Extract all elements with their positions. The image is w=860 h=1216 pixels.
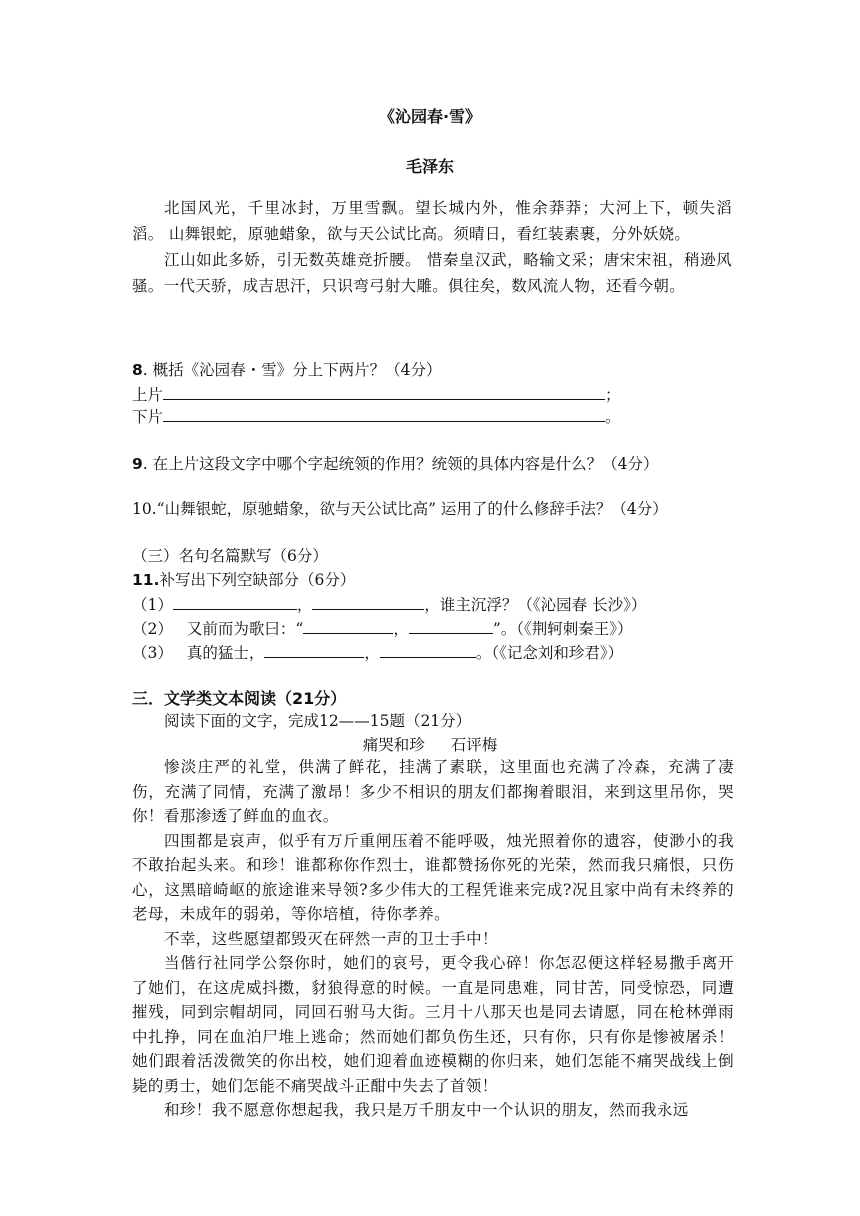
article-paragraph: 当偕行社同学公祭你时，她们的哀号，更令我心碎！你怎忍便这样轻易撒手离开了她们，在这虎威抖擞，豺狼得意的时候。一直是同患难，同甘苦，同受惊恐，同遭摧残，同到宗帽胡同，同回石驸马大街。三月十八那天也是同去请愿，同在枪林弹雨中扎挣，同在血泊尸堆上逃命；然而她们都负伤生还，只有你，只有你是惨被屠杀！她们跟着活泼微笑的你出校，她们迎着血迹模糊的你归来，她们怎能不痛哭战线上倒毙的勇士，她们怎能不痛哭战斗正酣中失去了首领！ [132,954,734,1095]
part3-heading: （三）名句名篇默写（6分） [132,547,328,565]
fill-item-1 [132,593,646,616]
question-11 [132,569,355,591]
poem-title: 《沁园春·雪》 [378,107,482,126]
question-number: 8 [132,361,143,379]
poem-body [132,195,732,299]
article-body [132,755,734,1123]
item-number: （1） [132,596,173,614]
article-title: 痛哭和珍 [362,736,425,754]
poem-author: 毛泽东 [405,157,454,176]
question-text: . 概括《沁园春・雪》分上下两片？（4分） [142,361,442,379]
poem-paragraph: 江山如此多娇，引无数英雄竞折腰。 惜秦皇汉武，略输文采；唐宋宋祖，稍逊风骚。一代天骄，成吉思汗，只识弯弓射大雕。俱往矣，数风流人物，还看今朝。 [132,251,732,295]
article-author: 石评梅 [450,736,498,754]
article-byline [0,733,860,755]
answer-label: 下片 [132,408,164,426]
question-10: 10.“山舞银蛇，原驰蜡象，欲与天公试比高” 运用了的什么修辞手法？（4分） [132,500,668,518]
article-paragraph: 不幸，这些愿望都毁灭在砰然一声的卫士手中！ [164,929,498,948]
question-8 [132,359,442,381]
item-separator: ， [364,644,380,662]
fill-item-3 [132,641,623,664]
answer-end: ； [605,386,621,404]
answer-line-lower [132,405,621,428]
item-tail: ”。（《荆轲刺秦王》） [492,620,633,638]
question-9 [132,453,659,475]
fill-blank[interactable] [380,641,476,658]
question-text: 补写出下列空缺部分（6分） [159,571,356,589]
item-tail: 。（《记念刘和珍君》） [475,644,624,662]
answer-line-upper [132,383,621,406]
section3-heading: 三．文学类文本阅读（21分） [132,689,347,708]
poem-paragraph: 北国风光，千里冰封，万里雪飘。望长城内外，惟余莽莽；大河上下，顿失滔滔。 山舞银蛇，原驰蜡象，欲与天公试比高。须晴日，看红装素裹，分外妖娆。 [132,199,732,243]
question-number: 11. [132,571,160,589]
item-number: （2） [132,620,173,638]
item-separator: ， [296,596,313,614]
question-text: . 在上片这段文字中哪个字起统领的作用？统领的具体内容是什么？（4分） [142,455,659,473]
answer-blank[interactable] [163,405,605,422]
item-lead: 又前而为歌曰：“ [186,620,304,638]
fill-item-2 [132,617,633,640]
fill-blank[interactable] [173,593,297,610]
answer-label: 上片 [132,386,164,404]
section3-instruction: 阅读下面的文字，完成12——15题（21分） [164,712,472,730]
item-separator: ， [393,620,409,638]
article-paragraph: 和珍！我不愿意你想起我，我只是万千朋友中一个认识的朋友，然而我永远 [164,1101,689,1119]
item-number: （3） [132,644,173,662]
fill-blank[interactable] [409,617,493,634]
answer-end: 。 [605,408,621,426]
fill-blank[interactable] [264,641,364,658]
item-tail: ，谁主沉浮？（《沁园春 长沙》） [424,596,647,614]
fill-blank[interactable] [312,593,424,610]
item-lead: 真的猛士， [186,644,265,662]
article-paragraph: 四围都是哀声，似乎有万斤重闸压着不能呼吸，烛光照着你的遗容，使渺小的我不敢抬起头来。和珍！谁都称你作烈士，谁都赞扬你死的光荣，然而我只痛恨，只伤心，这黑暗崎岖的旅途谁来导领?多少伟大的工程凭谁来完成?况且家中尚有未终养的老母，未成年的弱弟，等你培植，待你孝养。 [132,831,734,923]
answer-blank[interactable] [163,383,605,400]
question-number: 9 [132,455,143,473]
article-paragraph: 惨淡庄严的礼堂，供满了鲜花，挂满了素联，这里面也充满了冷森，充满了凄伤，充满了同情，充满了激昂！多少不相识的朋友们都掬着眼泪，来到这里吊你，哭你！看那渗透了鲜血的血衣。 [132,758,734,825]
fill-blank[interactable] [303,617,393,634]
